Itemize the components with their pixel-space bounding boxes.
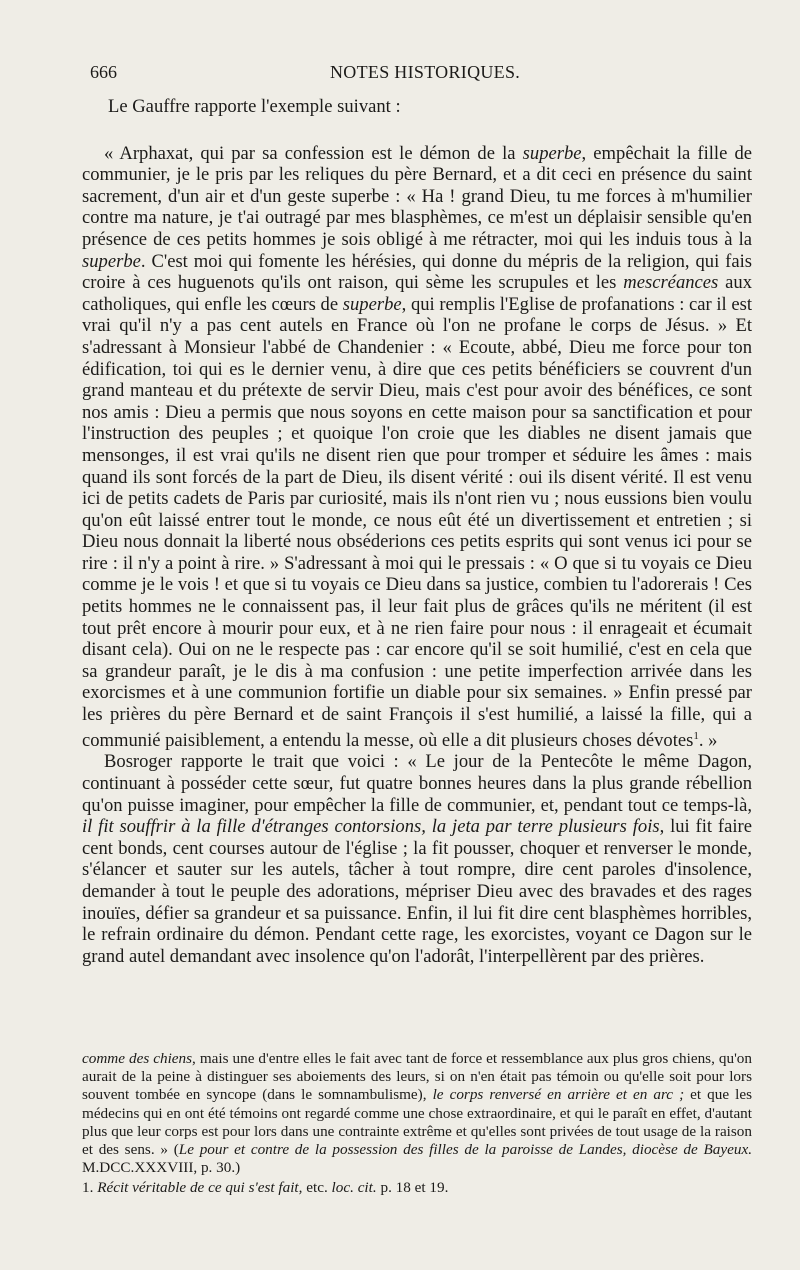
footnote-ref: 1: [693, 729, 699, 742]
footnote-1: [82, 1179, 752, 1197]
italic-run: le corps renversé en arrière et en arc ;: [432, 1086, 685, 1104]
page-header: [90, 62, 750, 88]
page-number: 666: [90, 62, 117, 82]
text-run: et que les médecins qui en ont été témoins ont regardé comme une chose extraordinaire, et qui le paraît en effet, d'autant plus que leur corps est pour lors dans une contrainte extrême et qu'elles sont privées de tout usage de la raison et des sens. » (: [82, 1086, 753, 1159]
italic-run: il fit souffrir à la fille d'étranges contorsions, la jeta par terre plusieurs fois: [82, 816, 660, 838]
text-run: , qui remplis l'Eglise de profanations : car il est vrai qu'il n'y a pas cent autels en France où l'on ne profane le corps de Jésus. » Et s'adressant à Monsieur l'abbé de Chandenier : « Ecoute, abbé, Dieu me force pour ton édification, toi qui es le dernier venu, à dire que ces petits bénéficiers se couvrent d'un grand manteau et du prétexte de servir Dieu, mais c'est pour avoir des bénéfices, ce sont nos amis : Dieu a permis que nous soyons en cette maison pour sa sanctification et pour l'instruction des peuples ; et quoique l'on croie que les diables ne disent jamais que mensonges, il est vrai qu'ils ne disent rien que pour tromper et séduire les âmes : mais quand ils sont forcés de la part de Dieu, ils disent vérité : oui ils disent vérité. Il est venu ici de petits cadets de Paris par curiosité, mais ils n'ont rien vu ; nous eussions bien voulu qu'on eût laissé entrer tout le monde, ce nous eût été un divertissement et entretien ; si Dieu nous donnait la liberté nous obséderions ces petits esprits qui sont venus ici pour se rire : il n'y a point à rire. » S'adressant à moi qui le pressais : « O que si tu voyais ce Dieu comme je le vois ! et que si tu voyais ce Dieu dans sa justice, combien tu l'adorerais ! Ces petits hommes ne le connaissent pas, il leur fait plus de grâces qu'ils ne méritent (il est tout prêt encore à mourir pour eux, et à ne rien faire pour nous : il enrageait et écumait disant cela). Oui on ne le respecte pas : car encore qu'il se soit humilié, c'est en cela que sa grandeur paraît, je le dis à ma confusion : une petite imperfection arrivée dans les exorcismes et à une communion fortifie un diable pour six semaines. » Enfin pressé par les prières du père Bernard et de saint François il s'est humilié, a laissé la fille, qui a communié paisiblement, a entendu la messe, où elle a dit plusieurs choses dévotes: [82, 293, 752, 751]
footnotes: [82, 1050, 752, 1198]
text-run: « Arphaxat, qui par sa confession est le démon de la: [104, 142, 523, 164]
text-run: Bosroger rapporte le trait que voici : « Le jour de la Pentecôte le même Dagon, continuant à posséder cette sœur, fut quatre bonnes heures dans la plus grande rébellion qu'on puisse imaginer, pour empêcher la fille de communier, et, pendant tout ce temps-là,: [82, 751, 752, 816]
text-run: . C'est moi qui fomente les hérésies, qui donne du mépris de la religion, qui fais croire à ces huguenots qu'ils ont raison, qui sème les scrupules et les: [82, 250, 752, 294]
footnote-continuation: [82, 1050, 752, 1177]
text-run: . »: [698, 729, 718, 751]
italic-run: superbe: [82, 250, 141, 272]
paragraph-arphaxat: [82, 143, 752, 752]
italic-run: loc. cit.: [331, 1179, 377, 1197]
italic-run: Récit véritable de ce qui s'est fait,: [97, 1179, 303, 1197]
text-run: M.DCC.XXXVIII, p. 30.): [82, 1159, 241, 1177]
italic-run: Le pour et contre de la possession des filles de la paroisse de Landes, diocèse de Bayeux.: [178, 1141, 752, 1159]
italic-run: mescréances: [623, 272, 719, 294]
intro-paragraph: Le Gauffre rapporte l'exemple suivant :: [108, 96, 401, 117]
text-run: etc.: [302, 1179, 332, 1197]
footnote-number: 1.: [82, 1179, 98, 1197]
text-run: , lui fit faire cent bonds, cent courses autour de l'église ; la fit pousser, choquer et renverser le monde, s'élancer et sauter sur les autels, tâcher à tout rompre, dire cent paroles d'insolence, demander à tout le peuple des adorations, mépriser Dieu avec des bravades et des rages inouïes, défier sa grandeur et sa puissance. Enfin, il lui fit dire cent blasphèmes horribles, le refrain ordinaire du démon. Pendant cette rage, les exorcistes, voyant ce Dagon sur le grand autel demandant avec insolence qu'on l'adorât, l'interpellèrent par des prières.: [82, 816, 752, 967]
italic-run: superbe: [522, 142, 582, 164]
main-text: [82, 96, 752, 967]
text-run: p. 18 et 19.: [376, 1179, 449, 1197]
text-run: , empêchait la fille de communier, je le pris par les reliques du père Bernard, et a dit ceci en présence du saint sacrement, d'un air et d'un geste superbe : « Ha ! grand Dieu, tu me forces à m'humilier contre ma nature, je t'ai outragé par mes blasphèmes, ce m'est un déplaisir sensible qu'en présence de ces petits hommes je sois obligé à me rétracter, moi qui les induis tous à la: [82, 142, 752, 250]
text-run: aux catholiques, qui enfle les cœurs de: [82, 272, 752, 315]
running-title: NOTES HISTORIQUES.: [330, 62, 521, 82]
paragraph-bosroger: [82, 751, 752, 967]
italic-run: comme des chiens: [82, 1050, 193, 1067]
italic-run: superbe: [342, 293, 402, 315]
text-run: , mais une d'entre elles le fait avec tant de force et ressemblance aux plus gros chiens, qu'on aurait de la peine à distinguer ses aboiements des leurs, si on n'en était pas témoin ou qu'elle soit pour lors souvent tombée en syncope (dans le somnambulisme),: [82, 1050, 752, 1104]
